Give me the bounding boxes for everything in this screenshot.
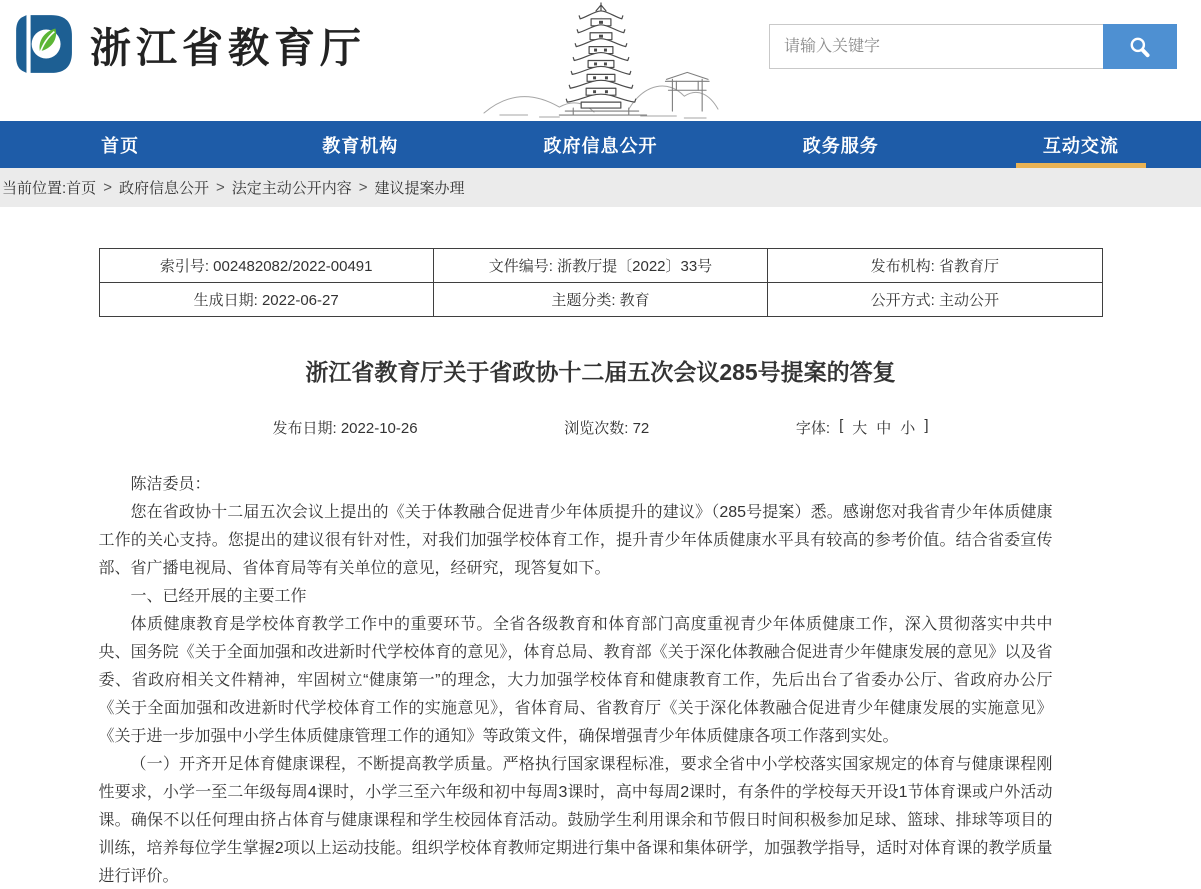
breadcrumb bbox=[0, 168, 1201, 207]
main-nav bbox=[0, 121, 1201, 168]
disclosure-method-cell: 公开方式: 主动公开 bbox=[768, 283, 1102, 317]
font-size-large-button[interactable]: 大 bbox=[852, 420, 868, 437]
breadcrumb-link-gov-info[interactable]: 政府信息公开 bbox=[118, 180, 209, 197]
publish-date: 发布日期: 2022-10-26 bbox=[272, 420, 418, 437]
nav-item-institutions[interactable]: 教育机构 bbox=[322, 135, 399, 156]
main-content bbox=[99, 248, 1103, 889]
topic-category-cell: 主题分类: 教育 bbox=[433, 283, 767, 317]
site-name: 浙江省教育厅 bbox=[90, 24, 366, 71]
article-meta-row bbox=[273, 417, 929, 438]
breadcrumb-separator: > bbox=[215, 179, 225, 196]
site-logo[interactable] bbox=[12, 13, 366, 75]
site-header bbox=[0, 0, 1201, 121]
issuing-agency-cell: 发布机构: 省教育厅 bbox=[768, 249, 1102, 283]
breadcrumb-separator: > bbox=[358, 179, 368, 196]
breadcrumb-link-home[interactable]: 首页 bbox=[66, 180, 97, 197]
paragraph-intro: 您在省政协十二届五次会议上提出的《关于体教融合促进青少年体质提升的建议》（285号提案）悉。感谢您对我省青少年体质健康工作的关心支持。您提出的建议很有针对性，对我们加强学校体育工作，提升青少年体质健康水平具有较高的参考价值。结合省委宣传部、省广播电视局、省体育局等有关单位的意见，经研究，现答复如下。 bbox=[98, 504, 1053, 577]
page-title: 浙江省教育厅关于省政协十二届五次会议285号提案的答复 bbox=[305, 359, 896, 385]
paragraph-main-work: 体质健康教育是学校体育教学工作中的重要环节。全省各级教育和体育部门高度重视青少年体质健康工作，深入贯彻落实中共中央、国务院《关于全面加强和改进新时代学校体育的意见》，体育总局、教育部《关于深化体教融合促进青少年健康发展的意见》以及省委、省政府相关文件精神，牢固树立“健康第一”的理念，大力加强学校体育和健康教育工作，先后出台了省委办公厅、省政府办公厅《关于全面加强和改进新时代学校体育工作的实施意见》，省体育局、省教育厅《关于深化体教融合促进青少年健康发展的实施意见》《关于进一步加强中小学生体质健康管理工作的通知》等政策文件，确保增强青少年体质健康各项工作落到实处。 bbox=[98, 616, 1053, 745]
search-button[interactable] bbox=[1103, 24, 1177, 69]
font-size-small-button[interactable]: 小 bbox=[900, 420, 916, 437]
search-bar bbox=[769, 24, 1177, 69]
pagoda-illustration bbox=[481, 0, 721, 119]
paragraph-courses: （一）开齐开足体育健康课程，不断提高教学质量。严格执行国家课程标准，要求全省中小学校落实国家规定的体育与健康课程刚性要求，小学一至二年级每周4课时，小学三至六年级和初中每周3课时，高中每周2课时，有条件的学校每天开设1节体育课或户外活动课。确保不以任何理由挤占体育与健康课程和学生校园体育活动。鼓励学生利用课余和节假日时间积极参加足球、篮球、排球等项目的训练，培养每位学生掌握2项以上运动技能。组织学校体育教师定期进行集中备课和集体研学，加强教学指导，适时对体育课的教学质量进行评价。 bbox=[98, 756, 1053, 885]
nav-item-home[interactable]: 首页 bbox=[101, 135, 140, 156]
breadcrumb-separator: > bbox=[103, 179, 112, 196]
creation-date-cell: 生成日期: 2022-06-27 bbox=[99, 283, 433, 317]
font-size-bracket-close: ] bbox=[924, 417, 929, 434]
view-count: 浏览次数: 72 bbox=[564, 420, 650, 437]
nav-item-services[interactable]: 政务服务 bbox=[802, 135, 879, 156]
search-icon bbox=[1127, 34, 1153, 60]
nav-item-gov-info[interactable]: 政府信息公开 bbox=[543, 135, 658, 156]
table-row bbox=[99, 283, 1102, 317]
article-body bbox=[99, 471, 1103, 889]
breadcrumb-link-disclosure[interactable]: 法定主动公开内容 bbox=[231, 180, 352, 197]
paragraph-salutation: 陈洁委员： bbox=[130, 476, 211, 493]
breadcrumb-link-proposals[interactable]: 建议提案办理 bbox=[374, 180, 465, 197]
font-size-label: 字体: bbox=[795, 420, 831, 437]
search-input[interactable] bbox=[769, 24, 1103, 69]
document-number-cell: 文件编号: 浙教厅提〔2022〕33号 bbox=[433, 249, 767, 283]
font-size-medium-button[interactable]: 中 bbox=[876, 420, 892, 437]
logo-book-icon bbox=[12, 13, 74, 75]
nav-item-interaction[interactable]: 互动交流 bbox=[961, 121, 1201, 168]
document-meta-table bbox=[99, 248, 1103, 317]
index-number-cell: 索引号: 002482082/2022-00491 bbox=[99, 249, 433, 283]
table-row bbox=[99, 249, 1102, 283]
font-size-control bbox=[796, 417, 929, 438]
breadcrumb-prefix: 当前位置: bbox=[2, 180, 67, 197]
paragraph-section-heading: 一、已经开展的主要工作 bbox=[130, 588, 307, 605]
font-size-bracket-open: [ bbox=[839, 417, 844, 434]
